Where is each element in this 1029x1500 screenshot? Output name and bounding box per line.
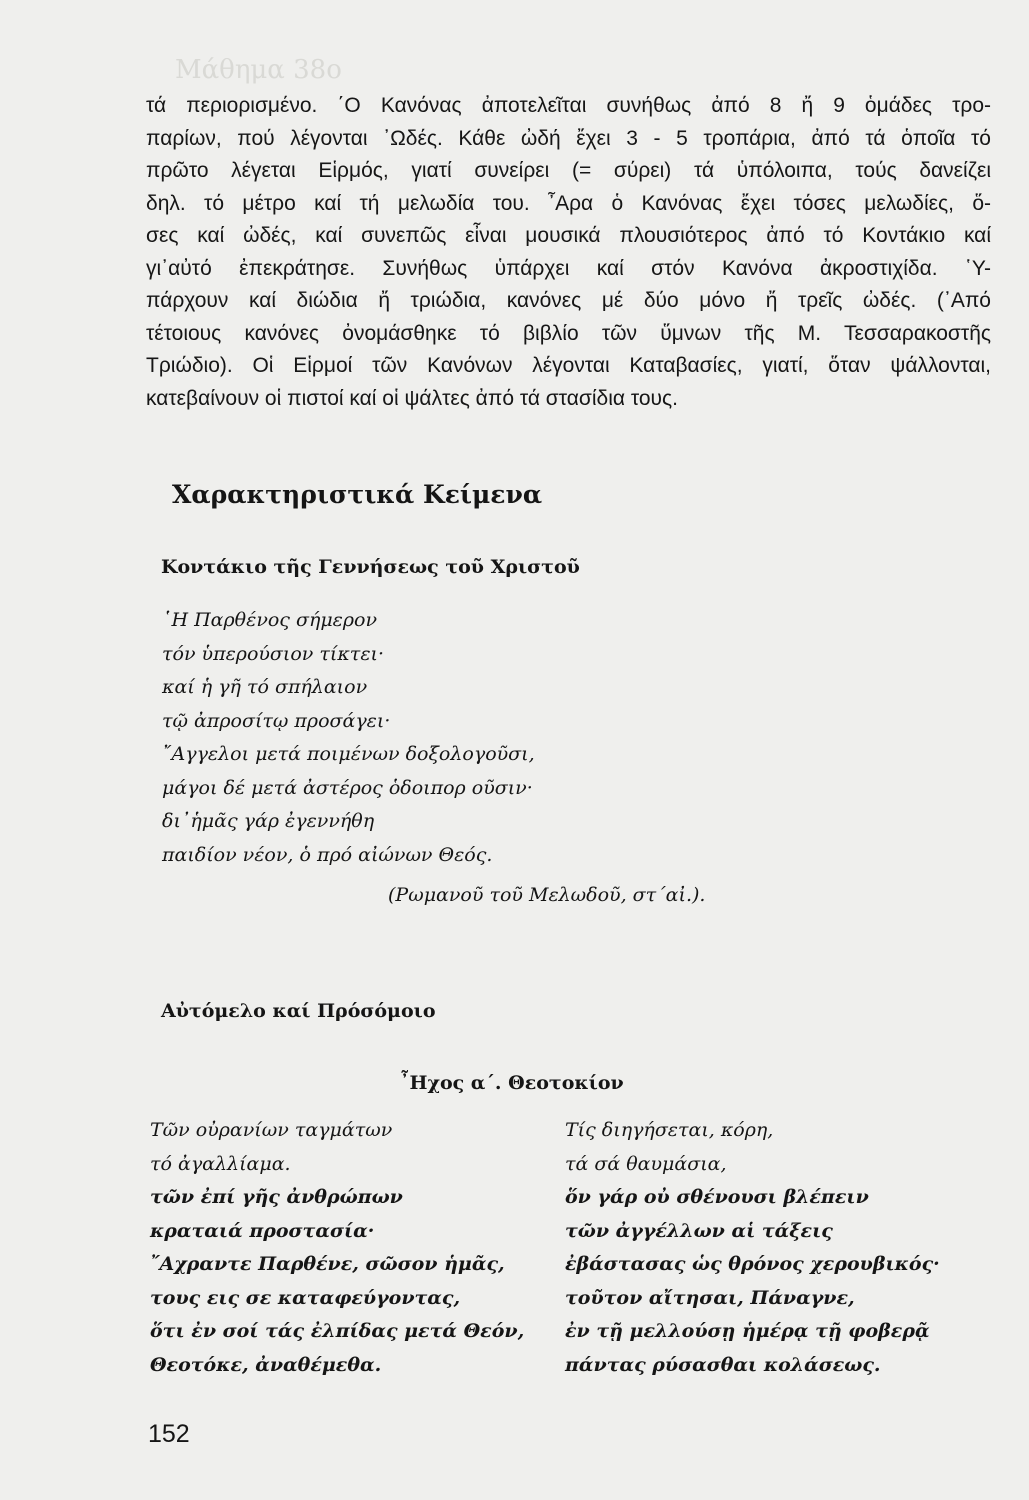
poem-line: τῷ ἀπροσίτῳ προσάγει· — [162, 709, 391, 732]
hymn-line: τά σά θαυμάσια, — [565, 1152, 727, 1175]
hymn-line: τῶν ἀγγέλλων αἱ τάξεις — [565, 1219, 833, 1242]
hymn-right-column — [565, 1114, 940, 1382]
intro-line: σες καί ὠδές, καί συνεπῶς εἶναι μουσικά πλουσιότερος ἀπό τό Κοντάκιο καί — [146, 224, 991, 247]
poem-line: ῾Η Παρθένος σήμερον — [162, 609, 378, 631]
poem-line: ῎Αγγελοι μετά ποιμένων δοξολογοῦσι, — [162, 743, 535, 765]
automelo-title: Αὐτόμελο καί Πρόσόμοιο — [161, 1000, 436, 1022]
intro-line: τέτοιους κανόνες ὀνομάσθηκε τό βιβλίο τῶν ὕμνων τῆς Μ. Τεσσαρακοστῆς — [146, 321, 991, 345]
tone-heading: ῏Ηχος α΄. Θεοτοκίον — [400, 1072, 624, 1094]
kontakion-title: Κοντάκιο τῆς Γεννήσεως τοῦ Χριστοῦ — [161, 556, 580, 578]
intro-line: παρίων, πού λέγονται ᾿Ωδές. Κάθε ὠδή ἔχει 3 - 5 τροπάρια, ἀπό τά ὁποῖα τό — [146, 126, 991, 150]
section-title: Χαρακτηριστικά Κείμενα — [172, 480, 543, 509]
intro-line: δηλ. τό μέτρο καί τή μελωδία του. ῏Αρα ὁ Κανόνας ἔχει τόσες μελωδίες, ὅ- — [146, 191, 991, 215]
hymn-line: ὅν γάρ οὐ σθένουσι βλέπειν — [565, 1186, 869, 1208]
bleed-through-header: Μάθημα 38ο — [175, 55, 342, 85]
intro-line: πρῶτο λέγεται Εἱρμός, γιατί συνείρει (= σύρει) τά ὑπόλοιπα, τούς δανείζει — [146, 159, 991, 182]
poem-line: παιδίον νέον, ὁ πρό αἰώνων Θεός. — [162, 843, 493, 866]
hymn-line: ἐν τῇ μελλούσῃ ἡμέρᾳ τῇ φοβερᾷ — [565, 1320, 930, 1342]
hymn-line: Τίς διηγήσεται, κόρη, — [565, 1119, 774, 1141]
hymn-line: πάντας ρύσασθαι κολάσεως. — [565, 1353, 881, 1376]
hymn-line: τό ἀγαλλίαμα. — [150, 1152, 291, 1175]
intro-line: γι᾿αὐτό ἐπεκράτησε. Συνήθως ὑπάρχει καί στόν Κανόνα ἀκροστιχίδα. ῾Υ- — [146, 256, 991, 280]
intro-line: κατεβαίνουν οἱ πιστοί καί οἱ ψάλτες ἀπό τά στασίδια τους. — [146, 386, 678, 410]
intro-line: Τριώδιο). Οἱ Εἱρμοί τῶν Κανόνων λέγονται Καταβασίες, γιατί, ὅταν ψάλλονται, — [146, 354, 991, 377]
intro-line: πάρχουν καί διώδια ἤ τριώδια, κανόνες μέ δύο μόνο ἤ τρεῖς ὠδές. (᾿Από — [146, 289, 991, 312]
hymn-line: κραταιά προστασία· — [150, 1219, 375, 1242]
poem-line: μάγοι δέ μετά ἀστέρος ὁδοιπορ οῦσιν· — [162, 776, 533, 799]
poem-line: τόν ὑπερούσιον τίκτει· — [162, 642, 384, 665]
hymn-line: ἐβάστασας ὡς θρόνος χερουβικός· — [565, 1253, 940, 1275]
hymn-line: τοῦτον αἴτησαι, Πάναγνε, — [565, 1286, 855, 1309]
hymn-line: ὅτι ἐν σοί τάς ἐλπίδας μετά Θεόν, — [150, 1320, 525, 1342]
poem-line: καί ἡ γῆ τό σπήλαιον — [162, 676, 368, 698]
page-number: 152 — [148, 1420, 190, 1448]
kontakion-attribution: (Ρωμανοῦ τοῦ Μελωδοῦ, στ΄αἰ.). — [388, 884, 706, 906]
hymn-line: τους εις σε καταφεύγοντας, — [150, 1286, 461, 1309]
hymn-left-column — [150, 1114, 524, 1382]
intro-line: τά περιορισμένο. ΄Ο Κανόνας ἀποτελεῖται συνήθως ἀπό 8 ἤ 9 ὁμάδες τρο- — [146, 94, 991, 117]
poem-line: δι᾿ἡμᾶς γάρ ἐγεννήθη — [162, 810, 375, 832]
hymn-line: Τῶν οὐρανίων ταγμάτων — [150, 1119, 393, 1141]
kontakion-poem — [162, 604, 535, 872]
intro-paragraph — [146, 90, 991, 415]
hymn-line: Θεοτόκε, ἀναθέμεθα. — [150, 1353, 382, 1376]
hymn-line: ῎Αχραντε Παρθένε, σῶσον ἡμᾶς, — [150, 1253, 505, 1275]
hymn-line: τῶν ἐπί γῆς ἀνθρώπων — [150, 1186, 403, 1208]
